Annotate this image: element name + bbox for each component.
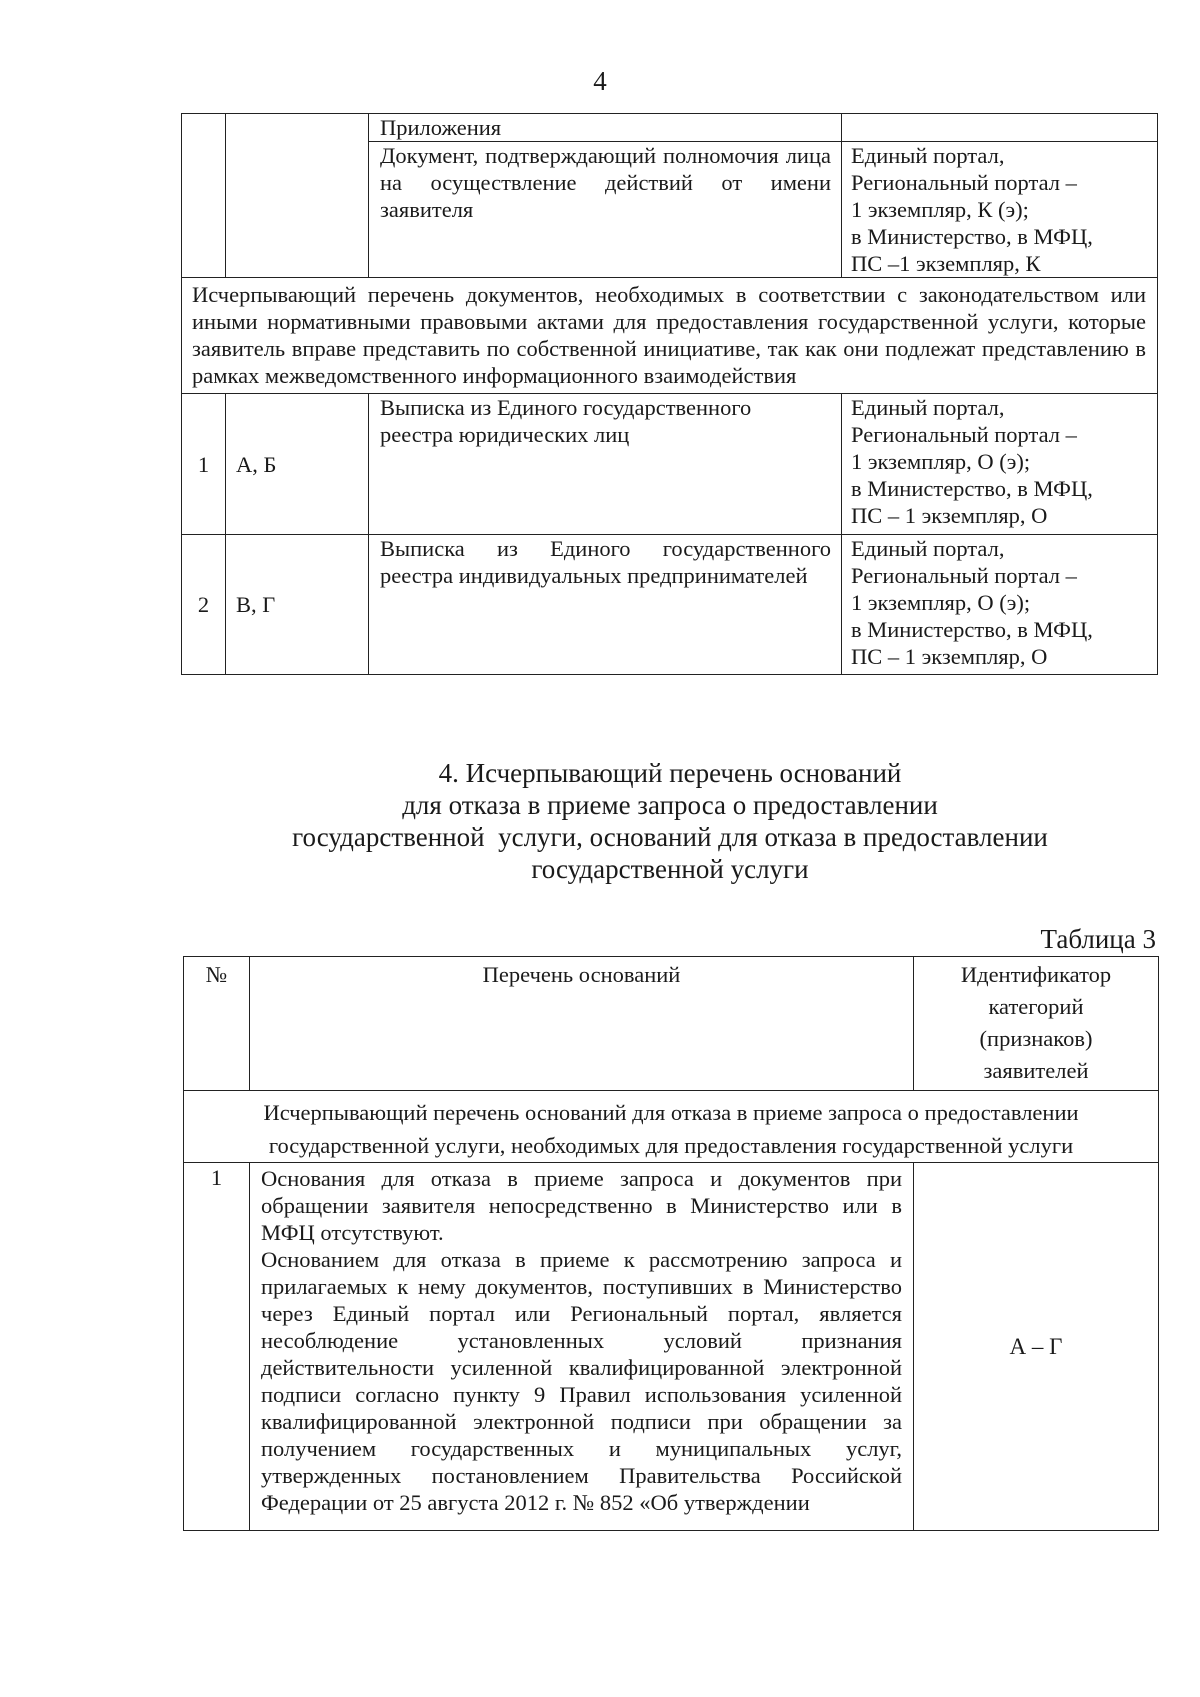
table-row xyxy=(182,535,1158,675)
row-number: 2 xyxy=(182,535,226,675)
table-row xyxy=(182,278,1158,394)
table-row xyxy=(182,394,1158,535)
table-cell-empty xyxy=(226,114,369,278)
section-title-line: для отказа в приеме запроса о предоставлении xyxy=(402,790,938,820)
section-title-line: государственной услуги, оснований для отказа в предоставлении xyxy=(292,822,1048,852)
document-name xyxy=(369,535,842,675)
submission-line: 1 экземпляр, О (э); xyxy=(851,590,1031,615)
submission-line: в Министерство, в МФЦ, xyxy=(851,617,1093,642)
document-line: реестра юридических лиц xyxy=(380,422,630,447)
proxy-document-submission xyxy=(842,142,1158,278)
interagency-heading: Исчерпывающий перечень документов, необходимых в соответствии с законодательством или иными нормативными правовыми актами для предоставления государственной услуги, которые заявитель вправе представить по собственной инициативе, так как они подлежат представлению в рамках межведомственного информационного взаимодействия xyxy=(182,278,1158,394)
table-header-row xyxy=(184,957,1159,1091)
table-cell-empty xyxy=(182,114,226,278)
submission-line: Единый портал, xyxy=(851,143,1005,168)
document-name xyxy=(369,394,842,535)
refusal-grounds-table xyxy=(183,956,1159,1531)
section-title-line: государственной услуги xyxy=(531,854,809,884)
header-identifier xyxy=(914,957,1159,1091)
row-number: 1 xyxy=(182,394,226,535)
header-number: № xyxy=(184,957,250,1091)
table-cell-empty xyxy=(842,114,1158,142)
grounds-paragraph: Основанием для отказа в приеме к рассмотрению запроса и прилагаемых к нему документов, поступивших в Министерство через Единый портал или Региональный портал, является несоблюдение установленных условий признания действительности усиленной квалифицированной электронной подписи согласно пункту 9 Правил использования усиленной квалифицированной электронной подписи при обращении за получением государственных и муниципальных услуг, утвержденных постановлением Правительства Российской Федерации от 25 августа 2012 г. № 852 «Об утверждении xyxy=(261,1247,902,1515)
submission-line: Региональный портал – xyxy=(851,563,1077,588)
heading-line: Исчерпывающий перечень оснований для отказа в приеме запроса о предоставлении xyxy=(263,1100,1079,1125)
submission-line: 1 экземпляр, К (э); xyxy=(851,197,1029,222)
document-submission xyxy=(842,535,1158,675)
header-line: Идентификатор xyxy=(960,962,1112,987)
header-line: (признаков) xyxy=(979,1026,1093,1051)
header-line: категорий xyxy=(988,994,1084,1019)
table-caption: Таблица 3 xyxy=(1040,924,1156,954)
applications-heading: Приложения xyxy=(369,114,842,142)
submission-line: в Министерство, в МФЦ, xyxy=(851,224,1093,249)
page-number: 4 xyxy=(593,66,607,96)
submission-line: ПС –1 экземпляр, К xyxy=(851,251,1041,276)
document-line: Выписка из Единого государственного xyxy=(380,395,752,420)
table-row xyxy=(184,1091,1159,1163)
submission-line: в Министерство, в МФЦ, xyxy=(851,476,1093,501)
proxy-document-name: Документ, подтверждающий полномочия лица на осуществление действий от имени заявителя xyxy=(369,142,842,278)
applicant-identifier: А – Г xyxy=(914,1163,1159,1531)
documents-table xyxy=(181,113,1158,675)
submission-line: ПС – 1 экземпляр, О xyxy=(851,503,1048,528)
table-row xyxy=(182,114,1158,142)
table-row xyxy=(184,1163,1159,1531)
submission-line: Единый портал, xyxy=(851,395,1005,420)
submission-line: 1 экземпляр, О (э); xyxy=(851,449,1031,474)
document-submission xyxy=(842,394,1158,535)
submission-line: Единый портал, xyxy=(851,536,1005,561)
heading-line: государственной услуги, необходимых для предоставления государственной услуги xyxy=(268,1133,1074,1158)
submission-line: Региональный портал – xyxy=(851,170,1077,195)
header-grounds: Перечень оснований xyxy=(250,957,914,1091)
header-line: заявителей xyxy=(983,1058,1089,1083)
applicant-categories: А, Б xyxy=(226,394,369,535)
section-title-line: 4. Исчерпывающий перечень оснований xyxy=(438,758,902,788)
document-line: Выписка из Единого государственного xyxy=(380,536,831,561)
submission-line: Региональный портал – xyxy=(851,422,1077,447)
grounds-text xyxy=(250,1163,914,1531)
grounds-paragraph: Основания для отказа в приеме запроса и документов при обращении заявителя непосредственно в Министерство или в МФЦ отсутствуют. xyxy=(261,1166,902,1245)
applicant-categories: В, Г xyxy=(226,535,369,675)
section-title xyxy=(180,757,1160,885)
document-line: реестра индивидуальных предпринимателей xyxy=(380,563,808,588)
row-number: 1 xyxy=(184,1163,250,1531)
submission-line: ПС – 1 экземпляр, О xyxy=(851,644,1048,669)
refusal-grounds-heading xyxy=(184,1091,1159,1163)
